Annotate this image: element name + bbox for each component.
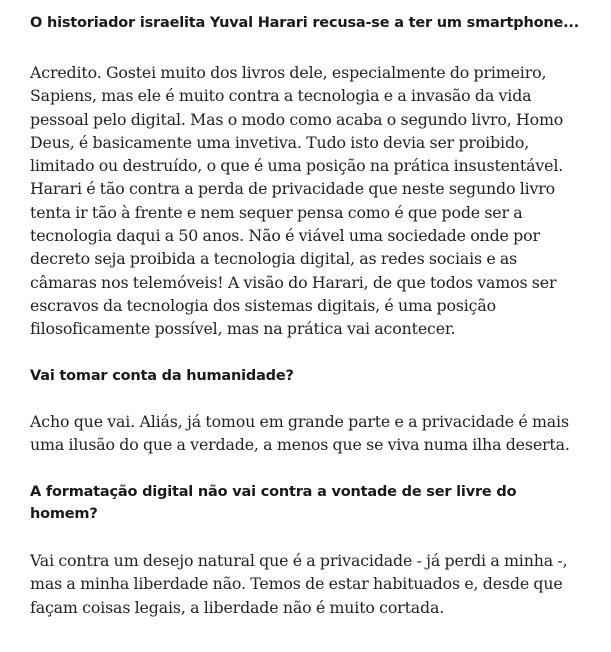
- article-body: [30, 12, 585, 619]
- interview-question: A formatação digital não vai contra a vontade de ser livre do homem?: [30, 484, 517, 523]
- interview-question: O historiador israelita Yuval Harari recusa-se a ter um smartphone...: [30, 15, 580, 31]
- interview-answer: Vai contra um desejo natural que é a privacidade - já perdi a minha -, mas a minha liberdade não. Temos de estar habituados e, desde que façam coisas legais, a liberdade não é muito cortada.: [30, 551, 568, 617]
- interview-question: Vai tomar conta da humanidade?: [30, 367, 294, 384]
- interview-answer: Acho que vai. Aliás, já tomou em grande parte e a privacidade é mais uma ilusão do que a verdade, a menos que se viva numa ilha deserta.: [30, 411, 570, 454]
- interview-answer: Acredito. Gostei muito dos livros dele, especialmente do primeiro, Sapiens, mas ele é muito contra a tecnologia e a invasão da vida pessoal pelo digital. Mas o modo como acaba o segundo livro, Homo Deus, é basicamente uma invetiva. Tudo isto devia ser proibido, limitado ou destruído, o que é uma posição na prática insustentável. Harari é tão contra a perda de privacidade que neste segundo livro tenta ir tão à frente e nem sequer pensa como é que pode ser a tecnologia daqui a 50 anos. Não é viável uma sociedade onde por decreto seja proibida a tecnologia digital, as redes sociais e as câmaras nos telemóveis! A visão do Harari, de que todos vamos ser escravos da tecnologia dos sistemas digitais, é uma posição filosoficamente possível, mas na prática vai acontecer.: [30, 63, 564, 339]
